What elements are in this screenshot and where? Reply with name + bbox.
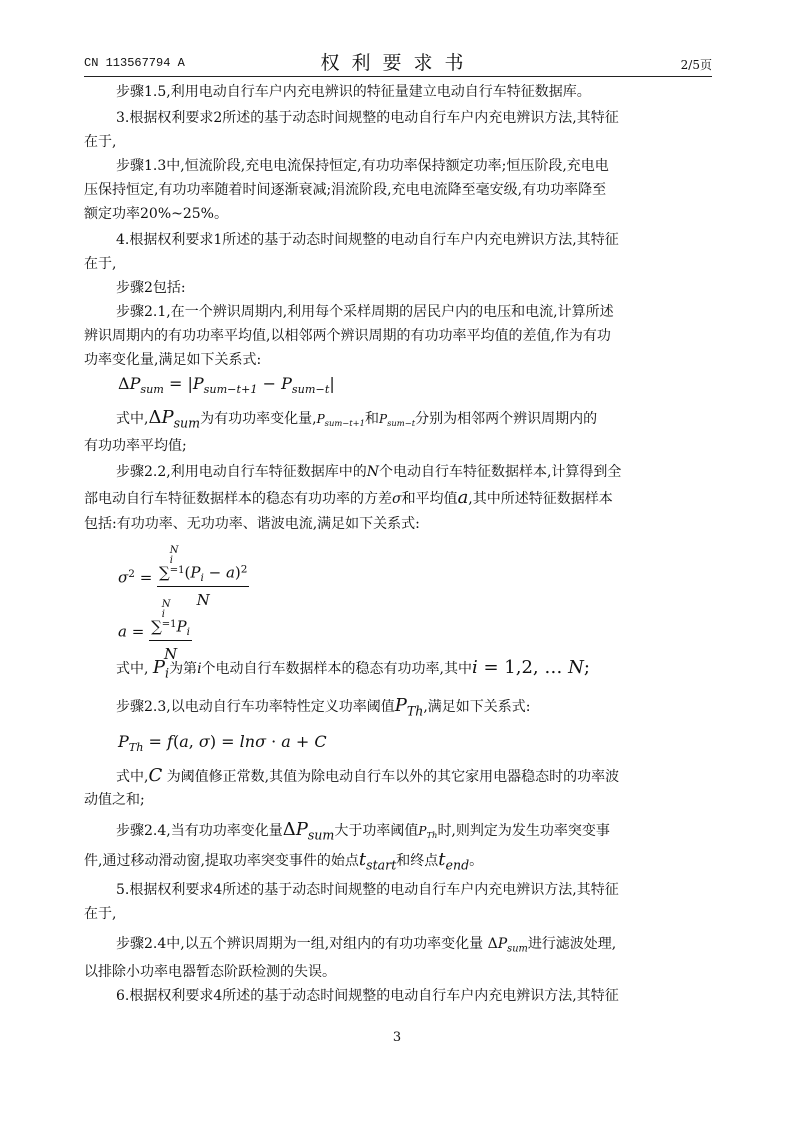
claim-line: 步骤2.4中,以五个辨识周期为一组,对组内的有功功率变化量 $\Delta P_{sum}$进行滤波处理, [116, 936, 617, 955]
claim-line: 包括:有功功率、无功功率、谐波电流,满足如下关系式: [84, 516, 420, 532]
claim-line: 功率变化量,满足如下关系式: [84, 352, 262, 368]
claim-line: 5.根据权利要求4所述的基于动态时间规整的电动自行车户内充电辨识方法,其特征 [116, 882, 619, 898]
formula-variance: $\sigma^2$ = ∑ N i =1 $(P_i - a)^2$ N [118, 545, 248, 609]
claim-line: 步骤2.1,在一个辨识周期内,利用每个采样周期的居民户内的电压和电流,计算所述 [116, 304, 614, 320]
claim-line: 部电动自行车特征数据样本的稳态有功功率的方差σ和平均值a,其中所述特征数据样本 [84, 487, 613, 508]
page-number: 3 [392, 1030, 402, 1045]
claim-line: 有功功率平均值; [84, 438, 187, 454]
claim-line: 3.根据权利要求2所述的基于动态时间规整的电动自行车户内充电辨识方法,其特征 [116, 110, 619, 126]
page-header [84, 44, 712, 74]
claim-line: 步骤1.3中,恒流阶段,充电电流保持恒定,有功功率保持额定功率;恒压阶段,充电电 [116, 158, 609, 174]
claim-line: 式中,C 为阈值修正常数,其值为除电动自行车以外的其它家用电器稳态时的功率波 [116, 765, 620, 786]
formula-threshold: $P_{Th} = f(a$, σ) = lnσ · a + C [118, 732, 327, 754]
claim-line: 4.根据权利要求1所述的基于动态时间规整的电动自行车户内充电辨识方法,其特征 [116, 232, 619, 248]
document-title: 权利要求书 [320, 52, 476, 74]
header-rule [84, 76, 712, 77]
claim-line: 在于, [84, 134, 117, 150]
claim-line: 以排除小功率电器暂态阶跃检测的失误。 [84, 964, 336, 980]
claim-line: 步骤2包括: [116, 280, 186, 296]
formula-delta-p: $\Delta P_{sum} = |P_{sum-t+1} - P_{sum-t}|$ [118, 374, 335, 396]
claim-line: 压保持恒定,有功功率随着时间逐渐衰减;涓流阶段,充电电流降至毫安级,有功功率降至 [84, 182, 607, 198]
claim-line: 辨识周期内的有功功率平均值,以相邻两个辨识周期的有功功率平均值的差值,作为有功 [84, 328, 611, 344]
claim-line: 件,通过移动滑动窗,提取功率突变事件的始点$t_{start}$和终点$t_{end}$。 [84, 849, 484, 873]
publication-number: CN 113567794 A [84, 56, 185, 70]
claim-line: 步骤2.4,当有功功率变化量$\Delta P_{sum}$大于功率阈值$P_{Th}$时,则判定为发生功率突变事 [116, 819, 610, 843]
claim-line: 步骤1.5,利用电动自行车户内充电辨识的特征量建立电动自行车特征数据库。 [116, 84, 591, 100]
claim-line: 步骤2.2,利用电动自行车特征数据库中的N个电动自行车特征数据样本,计算得到全 [116, 464, 622, 480]
claim-line: 式中$,\Delta P_{sum}$为有功功率变化量$,P_{sum-t+1}$和$P_{sum-t}$分别为相邻两个辨识周期内的 [116, 407, 598, 431]
claim-line: 6.根据权利要求4所述的基于动态时间规整的电动自行车户内充电辨识方法,其特征 [116, 988, 619, 1004]
formula-mean: a = ∑ N i =1 $P_i$ N [118, 599, 190, 663]
claim-line: 动值之和; [84, 792, 145, 808]
claim-line: 步骤2.3,以电动自行车功率特性定义功率阈值$P_{Th}$,满足如下关系式: [116, 695, 531, 719]
page-of-total: 2/5页 [680, 58, 712, 72]
claim-line: 式中, $P_i$为第i个电动自行车数据样本的稳态有功功率,其中i = 1,2, … N; [116, 657, 590, 681]
claim-line: 额定功率20%~25%。 [84, 206, 228, 222]
claim-line: 在于, [84, 256, 117, 272]
claim-line: 在于, [84, 906, 117, 922]
